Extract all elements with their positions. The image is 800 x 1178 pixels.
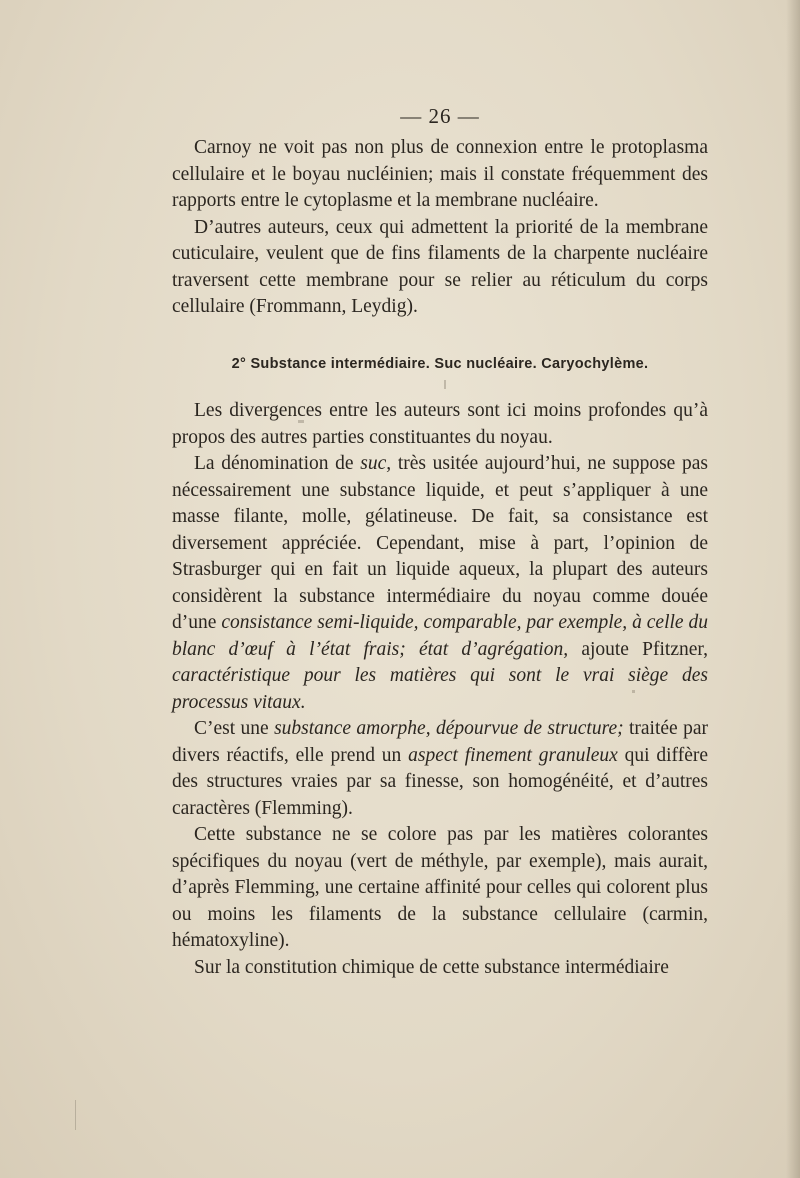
text-block-main [172, 398, 708, 981]
text-run: C’est une [194, 718, 275, 739]
paper-speck [632, 690, 635, 693]
paper-speck [298, 420, 304, 423]
section-heading: 2° Substance intermédiaire. Suc nucléaire. Caryochylème. [231, 356, 649, 372]
paragraph-autres-auteurs: D’autres auteurs, ceux qui admettent la priorité de la membrane cuticulaire, veulent que de fins filaments de la charpente nucléaire traversent cette membrane pour se relier au réticulum du corps cellulaire (Frommann, Leydig). [172, 216, 708, 317]
page-edge-shadow [786, 0, 800, 1178]
page-number: — 26 — [400, 104, 480, 128]
paragraph-coloration: Cette substance ne se colore pas par les matières colorantes spécifiques du noyau (vert de méthyle, par exemple), mais aurait, d’après Flemming, une certaine affinité pour celles qui colorent plus ou moins les filaments de la substance cellulaire (carmin, hématoxyline). [172, 824, 708, 951]
text-run: ajoute Pfitzner, [568, 638, 708, 660]
italic-term-granuleux: aspect finement granuleux [408, 744, 618, 766]
paragraph-divergences: Les divergences entre les auteurs sont ici moins profondes qu’à propos des autres parties constituantes du noyau. [172, 400, 708, 448]
text-run: qui diffère des structures vraies par sa finesse, son homogénéité, et d’autres caractères (Flemming). [172, 744, 708, 819]
italic-quote-pfitzner: caractéristique pour les matières qui sont le vrai siège des processus vitaux. [172, 665, 708, 713]
paragraph-constitution-chimique: Sur la constitution chimique de cette substance intermédiaire [194, 956, 669, 978]
paper-speck [75, 1100, 76, 1130]
italic-term-suc: suc, [360, 453, 392, 474]
paper-speck [444, 380, 446, 389]
paragraph-substance-amorphe [172, 716, 708, 822]
text-block-top [172, 135, 708, 321]
text-run: traitée par divers réactifs, elle prend un [172, 718, 708, 766]
text-run: La dénomination de [194, 453, 361, 474]
paragraph-denomination [172, 451, 708, 716]
paragraph-carnoy: Carnoy ne voit pas non plus de connexion entre le protoplasma cellulaire et le boyau nucléinien; mais il constate fréquemment des rapports entre le cytoplasme et la membrane nucléaire. [172, 137, 708, 211]
italic-quote-consistance: consistance semi-liquide, comparable, par exemple, à celle du blanc d’œuf à l’état frais; état d’agrégation, [172, 612, 709, 660]
italic-term-amorphe: substance amorphe, dépourvue de structure; [274, 718, 624, 739]
text-run: très usitée aujourd’hui, ne suppose pas nécessairement une substance liquide, et peut s’appliquer à une masse filante, molle, gélatineuse. De fait, sa consistance est diversement appréciée. Cependant, mise à part, l’opinion de Strasburger qui en fait un liquide aqueux, la plupart des auteurs considèrent la substance intermédiaire du noyau comme douée d’une [172, 453, 708, 633]
